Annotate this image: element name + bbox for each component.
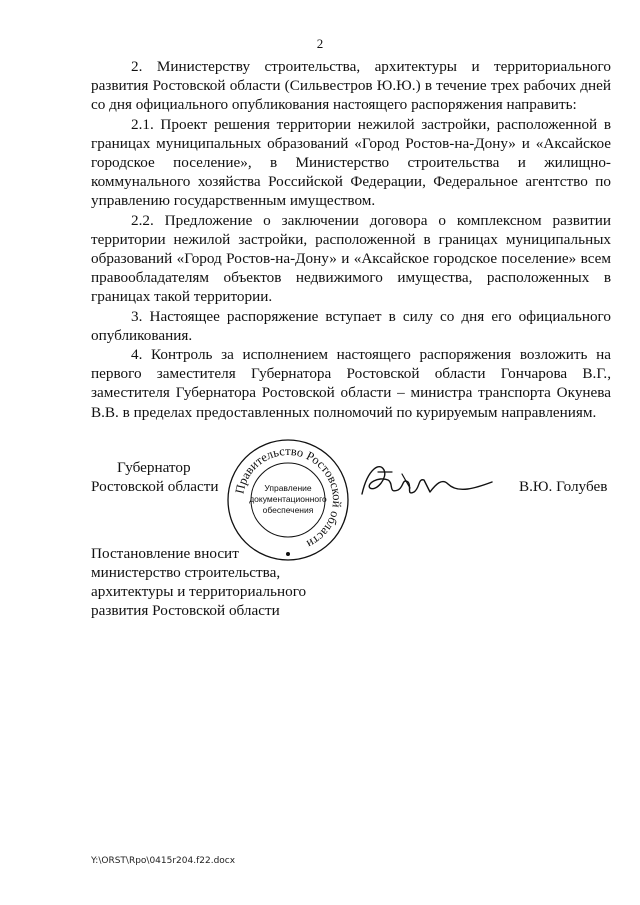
- note-line: Постановление вносит: [91, 545, 239, 562]
- paragraph-3: 3. Настоящее распоряжение вступает в силу со дня его официального опубликования.: [91, 307, 611, 344]
- paragraph-2-2: 2.2. Предложение о заключении договора о комплексном развитии территории нежилой застройки, расположенной в границах муниципальных образований «Город Ростов-на-Дону» и «Аксайское городское поселение» всем правообладателям объектов недвижимого имущества, расположенных в границах такой территории.: [91, 211, 611, 306]
- governor-region: Ростовской области: [91, 478, 219, 495]
- governor-name: В.Ю. Голубев: [519, 478, 608, 495]
- note-line: архитектуры и территориального: [91, 583, 307, 600]
- handwritten-signature: [358, 458, 498, 508]
- paragraph-4: 4. Контроль за исполнением настоящего распоряжения возложить на первого заместителя Губернатора Ростовской области Гончарова В.Г., заместителя Губернатора Ростовской области – министра транспорта Окунева В.В. в пределах предоставленных полномочий по курируемым направлениям.: [91, 346, 611, 421]
- file-path: Y:\ORST\Rpo\0415r204.f22.docx: [91, 856, 236, 866]
- submission-note: [91, 544, 351, 620]
- seal-center-line-2: документационного: [249, 494, 327, 504]
- note-line: министерство строительства,: [91, 564, 281, 581]
- paragraph-2-1: 2.1. Проект решения территории нежилой застройки, расположенной в границах муниципальных образований «Город Ростов-на-Дону» и «Аксайское городское поселение», в Министерство строительства и жилищно-коммунального хозяйства Российской Федерации, Федеральное агентство по управлению государственным имуществом.: [91, 115, 611, 210]
- seal-center-line-1: Управление: [264, 483, 312, 493]
- seal-center-line-3: обеспечения: [262, 505, 314, 515]
- paragraph-2: 2. Министерству строительства, архитектуры и территориального развития Ростовской области (Сильвестров Ю.Ю.) в течение трех рабочих дней со дня официального опубликования настоящего распоряжения направить:: [91, 58, 611, 114]
- page-number: 2: [316, 36, 324, 51]
- document-body: [91, 57, 611, 422]
- seal-ring-text: Правительство Ростовской области: [232, 443, 345, 552]
- governor-title: Губернатор: [117, 459, 191, 476]
- note-line: развития Ростовской области: [91, 602, 280, 619]
